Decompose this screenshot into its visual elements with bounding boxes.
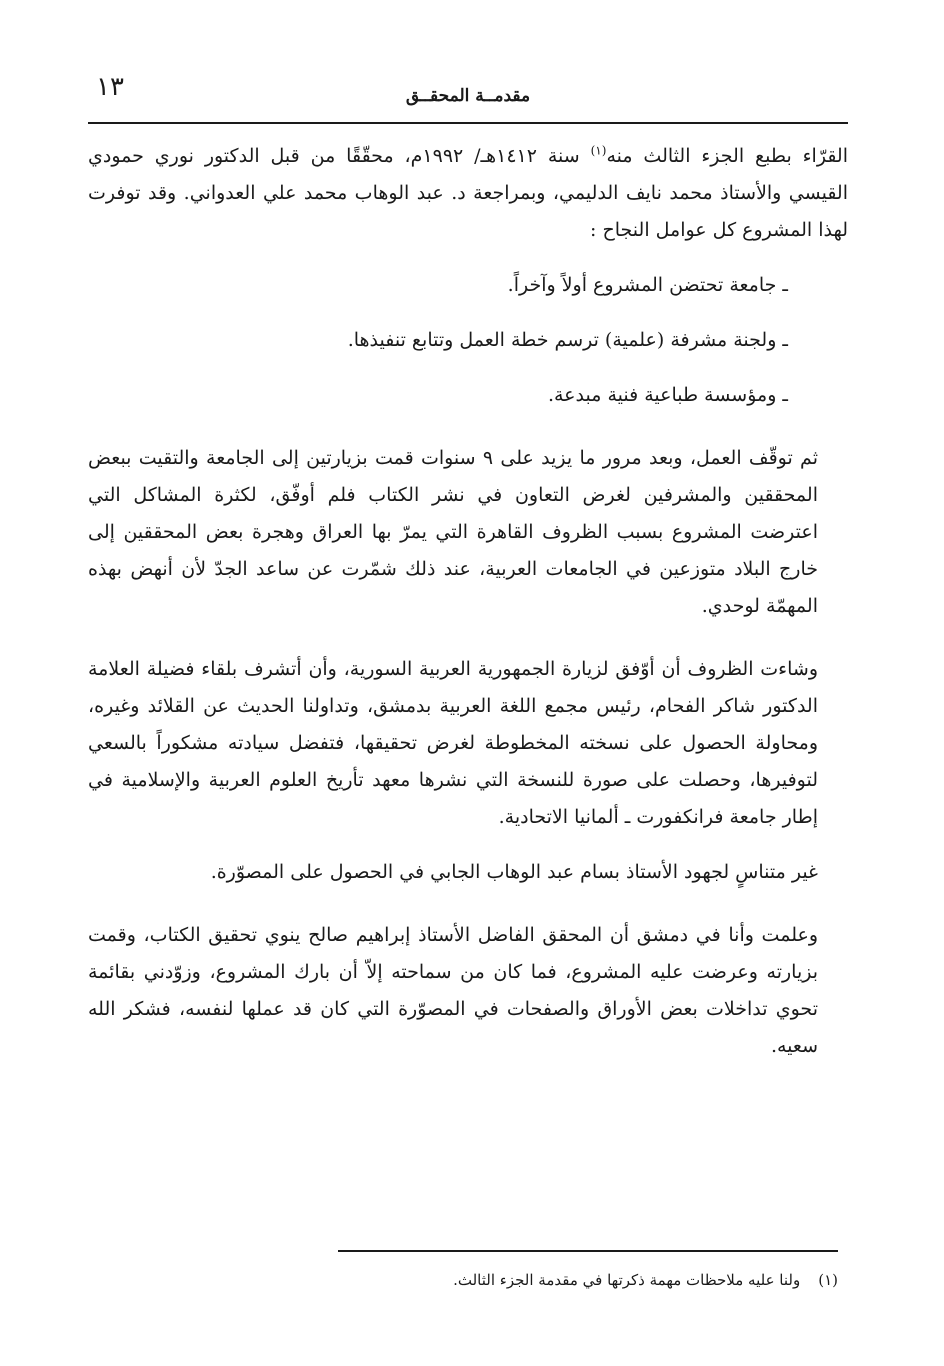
paragraph-1-rest: سنة ١٤١٢هـ/ ١٩٩٢م، محقّقًا من قبل الدكتور نوري حمودي القيسي والأستاذ محمد نايف الدليمي، وبمراجعة د. عبد الوهاب محمد علي العدواني. وقد توفرت لهذا المشروع كل عوامل النجاح : <box>88 145 848 241</box>
footnote-rule <box>338 1250 838 1252</box>
paragraph-1 <box>88 138 848 249</box>
paragraph-3: وشاءت الظروف أن أوّفق لزيارة الجمهورية العربية السورية، وأن أتشرف بلقاء فضيلة العلامة الدكتور شاكر الفحام، رئيس مجمع اللغة العربية بدمشق، وتداولنا الحديث عن القلائد وغيره، ومحاولة الحصول على نسخته المخطوطة لغرض تحقيقها، فتفضل سيادته مشكوراً بالسعي لتوفيرها، وحصلت على صورة للنسخة التي نشرها معهد تأريخ العلوم العربية والإسلامية في إطار جامعة فرانكفورت ـ ألمانيا الاتحادية. <box>88 658 818 828</box>
page-header <box>88 66 848 126</box>
list-item-university: ـ جامعة تحتضن المشروع أولاً وآخراً. <box>507 274 788 296</box>
paragraph-1-start: القرّاء بطبع الجزء الثالث منه <box>606 145 849 167</box>
paragraph-2: ثم توقّف العمل، وبعد مرور ما يزيد على ٩ سنوات قمت بزيارتين إلى الجامعة والتقيت ببعض المحققين والمشرفين لغرض التعاون في نشر الكتاب فلم أوفّق، لكثرة المشاكل التي اعترضت المشروع بسبب الظروف القاهرة التي يمرّ بها العراق وهجرة بعض المحققين إلى خارج البلاد متوزعين في الجامعات العربية، عند ذلك شمّرت عن ساعد الجدّ لأن أنهض بهذه المهمّة لوحدي. <box>88 447 818 617</box>
footnote-number: (١) <box>818 1271 838 1289</box>
footnote <box>338 1268 838 1292</box>
footnote-text: ولنا عليه ملاحظات مهمة ذكرتها في مقدمة الجزء الثالث. <box>453 1271 801 1289</box>
header-rule <box>88 122 848 124</box>
running-title: مقدمــة المحقــق <box>405 86 531 106</box>
list-item-committee: ـ ولجنة مشرفة (علمية) ترسم خطة العمل وتتابع تنفيذها. <box>347 329 788 351</box>
footnote-marker: (١) <box>590 143 607 158</box>
page-number: ١٣ <box>96 72 124 102</box>
paragraph-5: وعلمت وأنا في دمشق أن المحقق الفاضل الأستاذ إبراهيم صالح ينوي تحقيق الكتاب، وقمت بزيارته وعرضت عليه المشروع، فما كان من سماحته إلاّ أن بارك المشروع، وزوّدني بقائمة تحوي تداخلات بعض الأوراق والصفحات في المصوّرة التي كان قد عملها لنفسه، فشكر الله سعيه. <box>88 924 818 1057</box>
list-item-printing: ـ ومؤسسة طباعية فنية مبدعة. <box>547 384 788 406</box>
paragraph-4: غير متناسٍ لجهود الأستاذ بسام عبد الوهاب الجابي في الحصول على المصوّرة. <box>210 861 818 883</box>
body-text <box>88 138 848 1065</box>
